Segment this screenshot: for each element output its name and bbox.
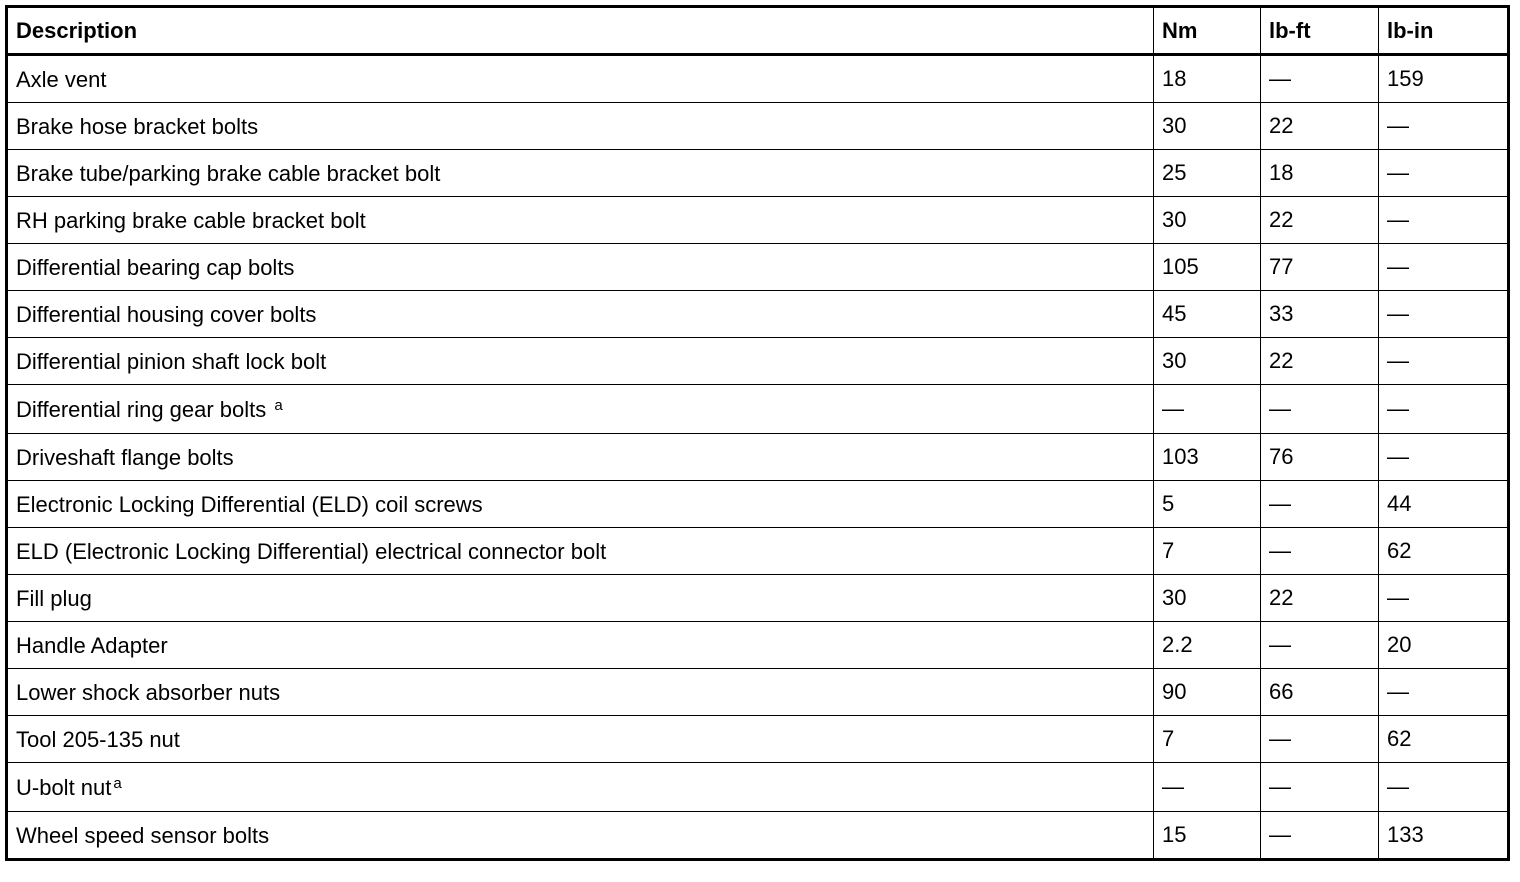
cell-lbft: 33 xyxy=(1261,291,1379,338)
cell-lbft: — xyxy=(1261,55,1379,103)
table-row xyxy=(7,291,1509,338)
description-text: ELD (Electronic Locking Differential) electrical connector bolt xyxy=(16,538,607,564)
cell-description xyxy=(7,103,1154,150)
cell-lbin: 20 xyxy=(1379,622,1509,669)
cell-lbin: — xyxy=(1379,669,1509,716)
cell-lbin: — xyxy=(1379,244,1509,291)
cell-lbin: — xyxy=(1379,385,1509,434)
cell-nm: — xyxy=(1154,763,1261,812)
cell-lbft: 22 xyxy=(1261,197,1379,244)
cell-description xyxy=(7,150,1154,197)
description-text: Differential housing cover bolts xyxy=(16,301,317,327)
cell-lbin: — xyxy=(1379,197,1509,244)
table-row xyxy=(7,385,1509,434)
footnote-marker: a xyxy=(274,396,283,414)
cell-nm: 30 xyxy=(1154,197,1261,244)
cell-lbin: — xyxy=(1379,291,1509,338)
cell-nm: 7 xyxy=(1154,716,1261,763)
table-row xyxy=(7,716,1509,763)
table-header-row xyxy=(7,7,1509,55)
table-row xyxy=(7,338,1509,385)
description-text: RH parking brake cable bracket bolt xyxy=(16,207,366,233)
description-text: Differential ring gear bolts xyxy=(16,396,273,422)
cell-nm: 18 xyxy=(1154,55,1261,103)
description-text: Tool 205-135 nut xyxy=(16,726,180,752)
cell-nm: 15 xyxy=(1154,812,1261,860)
description-text: Brake hose bracket bolts xyxy=(16,113,259,139)
cell-lbin: — xyxy=(1379,338,1509,385)
table-row xyxy=(7,669,1509,716)
description-text: Axle vent xyxy=(16,66,107,92)
cell-nm: 7 xyxy=(1154,528,1261,575)
description-text: Differential pinion shaft lock bolt xyxy=(16,348,327,374)
cell-lbin: 44 xyxy=(1379,481,1509,528)
table-row xyxy=(7,434,1509,481)
cell-nm: 5 xyxy=(1154,481,1261,528)
table-row xyxy=(7,812,1509,860)
cell-lbft: 66 xyxy=(1261,669,1379,716)
cell-description xyxy=(7,385,1154,434)
table-row xyxy=(7,481,1509,528)
footnote-marker: a xyxy=(113,774,122,792)
table-row xyxy=(7,622,1509,669)
cell-description xyxy=(7,197,1154,244)
cell-lbft: — xyxy=(1261,763,1379,812)
table-row xyxy=(7,575,1509,622)
cell-lbft: — xyxy=(1261,528,1379,575)
cell-description xyxy=(7,291,1154,338)
table-row xyxy=(7,150,1509,197)
cell-description xyxy=(7,716,1154,763)
cell-nm: 90 xyxy=(1154,669,1261,716)
cell-lbft: 77 xyxy=(1261,244,1379,291)
cell-description xyxy=(7,338,1154,385)
cell-lbft: — xyxy=(1261,385,1379,434)
cell-nm: 30 xyxy=(1154,575,1261,622)
description-text: Lower shock absorber nuts xyxy=(16,679,281,705)
description-text: Brake tube/parking brake cable bracket bolt xyxy=(16,160,441,186)
cell-description xyxy=(7,481,1154,528)
description-text: Differential bearing cap bolts xyxy=(16,254,295,280)
cell-lbin: — xyxy=(1379,103,1509,150)
cell-lbin: 62 xyxy=(1379,716,1509,763)
table-row xyxy=(7,103,1509,150)
description-text: U-bolt nut xyxy=(16,774,112,800)
cell-description xyxy=(7,622,1154,669)
cell-lbft: 22 xyxy=(1261,103,1379,150)
description-text: Driveshaft flange bolts xyxy=(16,444,234,470)
cell-description xyxy=(7,763,1154,812)
cell-lbin: 62 xyxy=(1379,528,1509,575)
table-row xyxy=(7,244,1509,291)
description-text: Wheel speed sensor bolts xyxy=(16,822,270,848)
description-text: Handle Adapter xyxy=(16,632,168,658)
cell-nm: 25 xyxy=(1154,150,1261,197)
cell-lbin: 159 xyxy=(1379,55,1509,103)
column-header-description: Description xyxy=(7,7,1154,55)
cell-lbft: 76 xyxy=(1261,434,1379,481)
description-text: Electronic Locking Differential (ELD) coil screws xyxy=(16,491,483,517)
cell-lbft: — xyxy=(1261,812,1379,860)
cell-nm: — xyxy=(1154,385,1261,434)
cell-nm: 30 xyxy=(1154,103,1261,150)
cell-nm: 2.2 xyxy=(1154,622,1261,669)
cell-lbin: — xyxy=(1379,575,1509,622)
cell-description xyxy=(7,812,1154,860)
cell-description xyxy=(7,55,1154,103)
cell-lbft: — xyxy=(1261,481,1379,528)
column-header-lbin: lb-in xyxy=(1379,7,1509,55)
cell-description xyxy=(7,434,1154,481)
torque-specification-table xyxy=(5,5,1510,861)
table-row xyxy=(7,528,1509,575)
table-row xyxy=(7,197,1509,244)
column-header-lbft: lb-ft xyxy=(1261,7,1379,55)
cell-nm: 105 xyxy=(1154,244,1261,291)
description-text: Fill plug xyxy=(16,585,92,611)
column-header-nm: Nm xyxy=(1154,7,1261,55)
cell-description xyxy=(7,669,1154,716)
cell-lbin: — xyxy=(1379,763,1509,812)
cell-lbft: 18 xyxy=(1261,150,1379,197)
cell-lbft: — xyxy=(1261,622,1379,669)
cell-lbin: 133 xyxy=(1379,812,1509,860)
cell-nm: 103 xyxy=(1154,434,1261,481)
cell-lbin: — xyxy=(1379,434,1509,481)
cell-lbft: — xyxy=(1261,716,1379,763)
table-row xyxy=(7,55,1509,103)
table-row xyxy=(7,763,1509,812)
cell-lbft: 22 xyxy=(1261,338,1379,385)
cell-description xyxy=(7,244,1154,291)
cell-lbin: — xyxy=(1379,150,1509,197)
cell-nm: 45 xyxy=(1154,291,1261,338)
cell-lbft: 22 xyxy=(1261,575,1379,622)
cell-description xyxy=(7,575,1154,622)
cell-nm: 30 xyxy=(1154,338,1261,385)
cell-description xyxy=(7,528,1154,575)
